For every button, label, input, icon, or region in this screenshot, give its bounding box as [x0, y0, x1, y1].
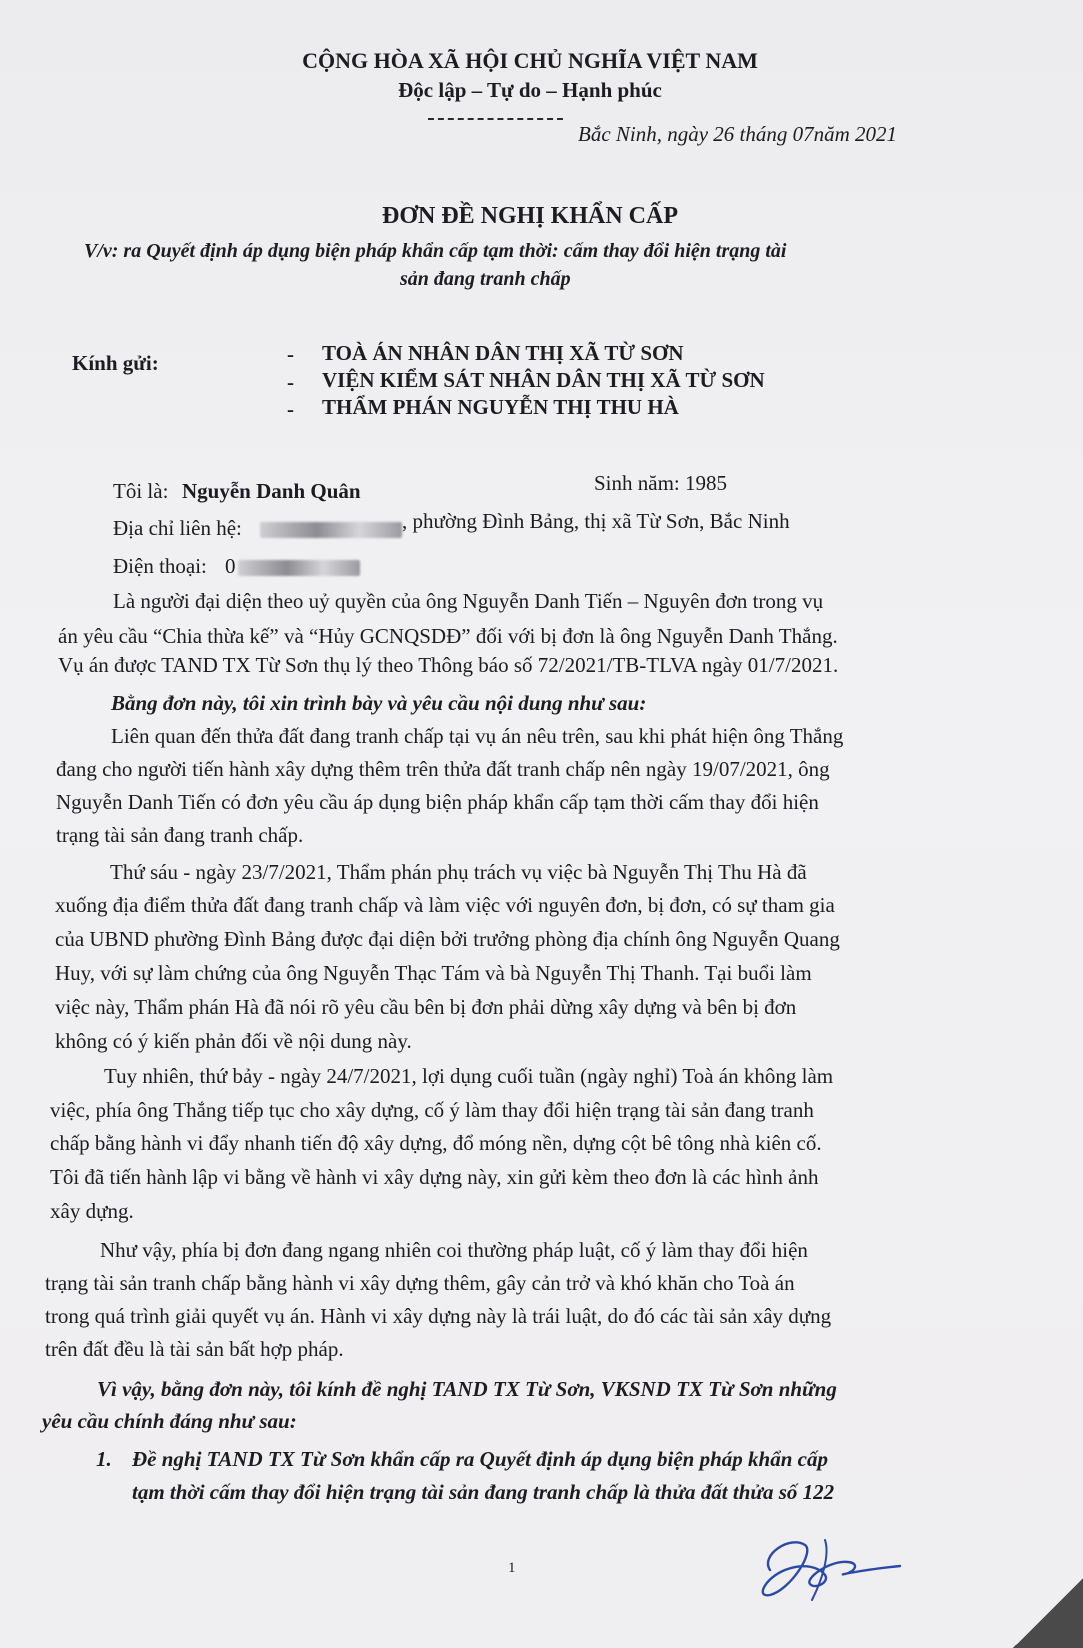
body-line: Vụ án được TAND TX Từ Sơn thụ lý theo Thông báo số 72/2021/TB-TLVA ngày 01/7/2021. — [58, 653, 839, 677]
recipient-bullet: - — [287, 370, 294, 394]
body-line: Nguyễn Danh Tiến có đơn yêu cầu áp dụng biện pháp khẩn cấp tạm thời cấm thay đổi hiện — [56, 790, 819, 814]
signature-icon — [730, 1500, 930, 1620]
phone-label: Điện thoại: — [113, 554, 207, 578]
body-line: không có ý kiến phản đối về nội dung này. — [55, 1029, 412, 1053]
body-line: Liên quan đến thửa đất đang tranh chấp tại vụ án nêu trên, sau khi phát hiện ông Thắng — [111, 724, 844, 748]
page-corner-shadow — [1013, 1578, 1083, 1648]
country-name: CỘNG HÒA XÃ HỘI CHỦ NGHĨA VIỆT NAM — [302, 48, 758, 73]
body-line: trạng tài sản tranh chấp bằng hành vi xây dựng thêm, gây cản trở và khó khăn cho Toà án — [45, 1271, 795, 1295]
body-line: trên đất đều là tài sản bất hợp pháp. — [45, 1337, 344, 1361]
page-number: 1 — [508, 1560, 516, 1576]
subject-line-1: V/v: ra Quyết định áp dụng biện pháp khẩn cấp tạm thời: cấm thay đổi hiện trạng tài — [84, 240, 787, 262]
body-line: Tuy nhiên, thứ bảy - ngày 24/7/2021, lợi dụng cuối tuần (ngày nghỉ) Toà án không làm — [104, 1064, 834, 1088]
body-line: Như vậy, phía bị đơn đang ngang nhiên coi thường pháp luật, cố ý làm thay đổi hiện — [100, 1238, 808, 1262]
intro-statement: Bằng đơn này, tôi xin trình bày và yêu cầu nội dung như sau: — [111, 691, 647, 715]
body-line: việc này, Thẩm phán Hà đã nói rõ yêu cầu bên bị đơn phải dừng xây dựng và bên bị đơn — [55, 995, 797, 1019]
body-line: trạng tài sản đang tranh chấp. — [56, 823, 304, 847]
recipient-bullet: - — [287, 397, 294, 421]
address-label: Địa chỉ liên hệ: — [113, 516, 242, 540]
request-item-line: tạm thời cấm thay đổi hiện trạng tài sản đang tranh chấp là thửa đất thửa số 122 — [132, 1480, 835, 1504]
body-line: án yêu cầu “Chia thừa kế” và “Hủy GCNQSDĐ” đối với bị đơn là ông Nguyễn Danh Thắng. — [58, 624, 838, 648]
request-item-number: 1. — [96, 1447, 112, 1471]
recipient-item: TOÀ ÁN NHÂN DÂN THỊ XÃ TỪ SƠN — [322, 341, 684, 365]
body-line: việc, phía ông Thắng tiếp tục cho xây dựng, cố ý làm thay đổi hiện trạng tài sản đang tranh — [50, 1098, 814, 1122]
request-intro-line: Vì vậy, bằng đơn này, tôi kính đề nghị TAND TX Từ Sơn, VKSND TX Từ Sơn những — [97, 1377, 837, 1401]
body-line: Là người đại diện theo uỷ quyền của ông Nguyễn Danh Tiến – Nguyên đơn trong vụ — [113, 589, 824, 613]
recipients-label: Kính gửi: — [72, 351, 159, 375]
applicant-birth-year: Sinh năm: 1985 — [594, 471, 728, 495]
document-title: ĐƠN ĐỀ NGHỊ KHẨN CẤP — [381, 203, 678, 229]
body-line: Tôi đã tiến hành lập vi bằng về hành vi xây dựng này, xin gửi kèm theo đơn là các hình ảnh — [50, 1165, 819, 1189]
address-redacted — [260, 515, 402, 541]
request-intro-line: yêu cầu chính đáng như sau: — [42, 1409, 297, 1433]
body-line: chấp bằng hành vi đẩy nhanh tiến độ xây dựng, đổ móng nền, dựng cột bê tông nhà kiên cố. — [50, 1131, 822, 1155]
address-value: , phường Đình Bảng, thị xã Từ Sơn, Bắc Ninh — [402, 509, 790, 533]
body-line: trong quá trình giải quyết vụ án. Hành vi xây dựng này là trái luật, do đó các tài sản xây dựng — [45, 1304, 832, 1328]
recipient-bullet: - — [287, 342, 294, 366]
body-line: xây dựng. — [50, 1199, 134, 1223]
phone-redacted — [238, 553, 360, 579]
recipient-item: THẨM PHÁN NGUYỄN THỊ THU HÀ — [322, 395, 679, 419]
phone-prefix: 0 — [225, 554, 236, 578]
request-item-line: Đề nghị TAND TX Từ Sơn khẩn cấp ra Quyết định áp dụng biện pháp khẩn cấp — [132, 1447, 828, 1471]
body-line: Thứ sáu - ngày 23/7/2021, Thẩm phán phụ trách vụ việc bà Nguyễn Thị Thu Hà đã — [110, 860, 807, 884]
recipient-item: VIỆN KIỂM SÁT NHÂN DÂN THỊ XÃ TỪ SƠN — [322, 368, 765, 392]
motto: Độc lập – Tự do – Hạnh phúc — [398, 78, 662, 102]
body-line: đang cho người tiến hành xây dựng thêm trên thửa đất tranh chấp nên ngày 19/07/2021, ông — [56, 757, 830, 781]
subject-line-2: sản đang tranh chấp — [400, 268, 571, 290]
applicant-name-label: Tôi là: — [113, 479, 169, 503]
place-date: Bắc Ninh, ngày 26 tháng 07năm 2021 — [578, 122, 898, 146]
body-line: xuống địa điểm thửa đất đang tranh chấp và làm việc với nguyên đơn, bị đơn, có sự tham gia — [55, 893, 835, 917]
body-line: Huy, với sự làm chứng của ông Nguyễn Thạc Tám và bà Nguyễn Thị Thanh. Tại buổi làm — [55, 961, 812, 985]
body-line: của UBND phường Đình Bảng được đại diện bởi trưởng phòng địa chính ông Nguyễn Quang — [55, 927, 840, 951]
header-divider — [428, 118, 563, 120]
applicant-name: Nguyễn Danh Quân — [182, 479, 361, 503]
